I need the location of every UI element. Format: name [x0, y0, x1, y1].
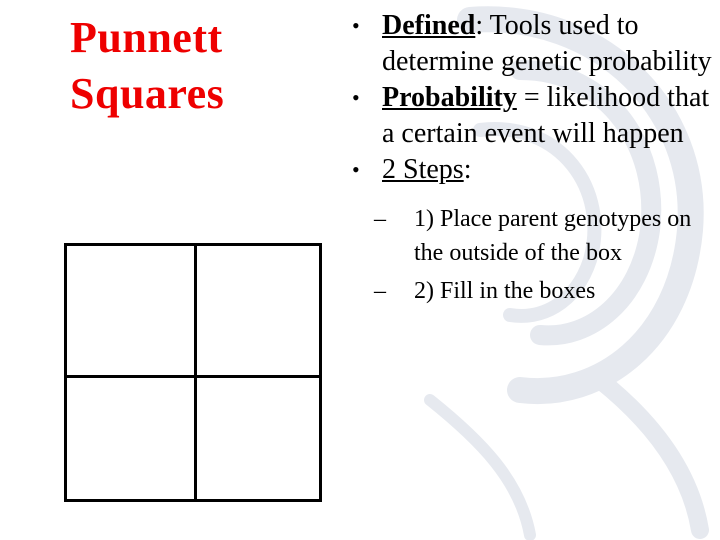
sub-bullet-text: 1) Place parent genotypes on the outside of the box: [414, 206, 692, 266]
bullet-defined-text: : Tools used to determine genetic probability: [382, 10, 712, 77]
term-steps: 2 Steps: [382, 154, 464, 185]
bullet-list: [352, 8, 712, 308]
sub-bullet-step-1: [352, 202, 712, 270]
bullet-dot-icon: •: [352, 157, 360, 182]
term-defined: Defined: [382, 10, 476, 41]
punnett-square-grid: [64, 243, 322, 502]
grid-horizontal-divider: [67, 375, 319, 378]
bullet-probability: [352, 80, 712, 152]
dash-icon: –: [374, 206, 386, 232]
term-probability: Probability: [382, 82, 517, 113]
bullet-probability-text: = likelihood that a certain event will happen: [382, 82, 710, 149]
sub-bullet-step-2: [352, 274, 712, 308]
title-line-1: Punnett: [70, 13, 223, 62]
sub-bullet-text: 2) Fill in the boxes: [414, 278, 596, 304]
dash-icon: –: [374, 278, 386, 304]
bullet-dot-icon: •: [352, 13, 360, 38]
slide-title: [70, 10, 280, 122]
bullet-steps-text: :: [463, 154, 472, 185]
grid-vertical-divider: [194, 246, 197, 499]
bullet-defined: [352, 8, 712, 80]
title-line-2: Squares: [70, 69, 225, 118]
bullet-dot-icon: •: [352, 85, 360, 110]
bullet-steps: [352, 152, 712, 188]
